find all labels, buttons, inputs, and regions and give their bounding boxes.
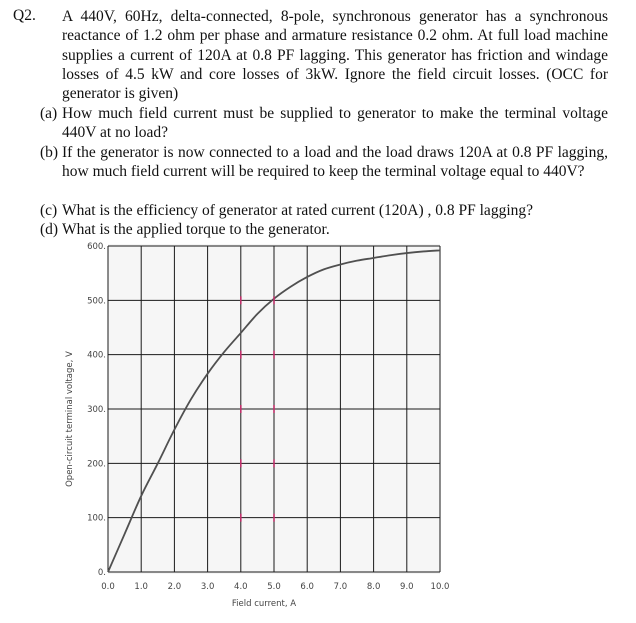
part-b xyxy=(40,143,608,182)
y-axis-label: Open-circuit terminal voltage, V xyxy=(65,351,75,487)
y-tick-label: 300. xyxy=(87,405,106,415)
x-tick-label: 2.0 xyxy=(167,582,182,592)
x-tick-label: 3.0 xyxy=(200,582,215,592)
part-c-text: What is the efficiency of generator at rated current (120A) , 0.8 PF lagging? xyxy=(62,202,534,219)
part-b-label: (b) xyxy=(40,144,59,161)
y-tick-label: 400. xyxy=(87,350,106,361)
y-tick-label: 0. xyxy=(97,568,106,578)
x-tick-label: 7.0 xyxy=(333,582,348,592)
question-intro: A 440V, 60Hz, delta-connected, 8-pole, synchronous generator has a synchronous reactance of 1.2 ohm per phase and armature resistance 0.2 ohm. At full load machine supplies a current of 120A at 0.8 PF lagging. This generator has friction and windage losses of 4.5 kW and core losses of 3kW. Ignore the field circuit losses. (OCC for generator is given) xyxy=(62,8,608,103)
x-tick-label: 5.0 xyxy=(267,582,281,592)
question-number: Q2. xyxy=(13,7,36,24)
part-c xyxy=(40,201,608,220)
part-a-label: (a) xyxy=(40,105,58,122)
x-tick-label: 6.0 xyxy=(300,582,314,592)
x-axis-label: Field current, A xyxy=(231,599,297,609)
x-tick-labels xyxy=(101,582,449,592)
part-d-label: (d) xyxy=(40,221,59,238)
x-tick-label: 10.0 xyxy=(430,582,450,592)
occ-chart xyxy=(0,236,636,623)
y-tick-label: 600. xyxy=(87,242,106,252)
part-a xyxy=(40,104,608,143)
x-tick-label: 8.0 xyxy=(366,582,381,592)
part-c-label: (c) xyxy=(40,202,58,219)
x-tick-label: 4.0 xyxy=(234,582,248,592)
x-tick-label: 9.0 xyxy=(400,582,414,592)
y-tick-label: 500. xyxy=(87,296,106,307)
y-tick-labels xyxy=(87,242,106,578)
part-d-text: What is the applied torque to the generator. xyxy=(62,221,330,238)
part-b-text: If the generator is now connected to a load and the load draws 120A at 0.8 PF lagging, how much field current will be required to keep the terminal voltage equal to 440V? xyxy=(62,144,608,181)
y-tick-label: 200. xyxy=(87,459,106,470)
part-a-text: How much field current must be supplied to generator to make the terminal voltage 440V at no load? xyxy=(62,105,608,142)
x-tick-label: 1.0 xyxy=(134,582,148,592)
x-tick-label: 0.0 xyxy=(101,582,115,592)
y-tick-label: 100. xyxy=(87,513,106,524)
